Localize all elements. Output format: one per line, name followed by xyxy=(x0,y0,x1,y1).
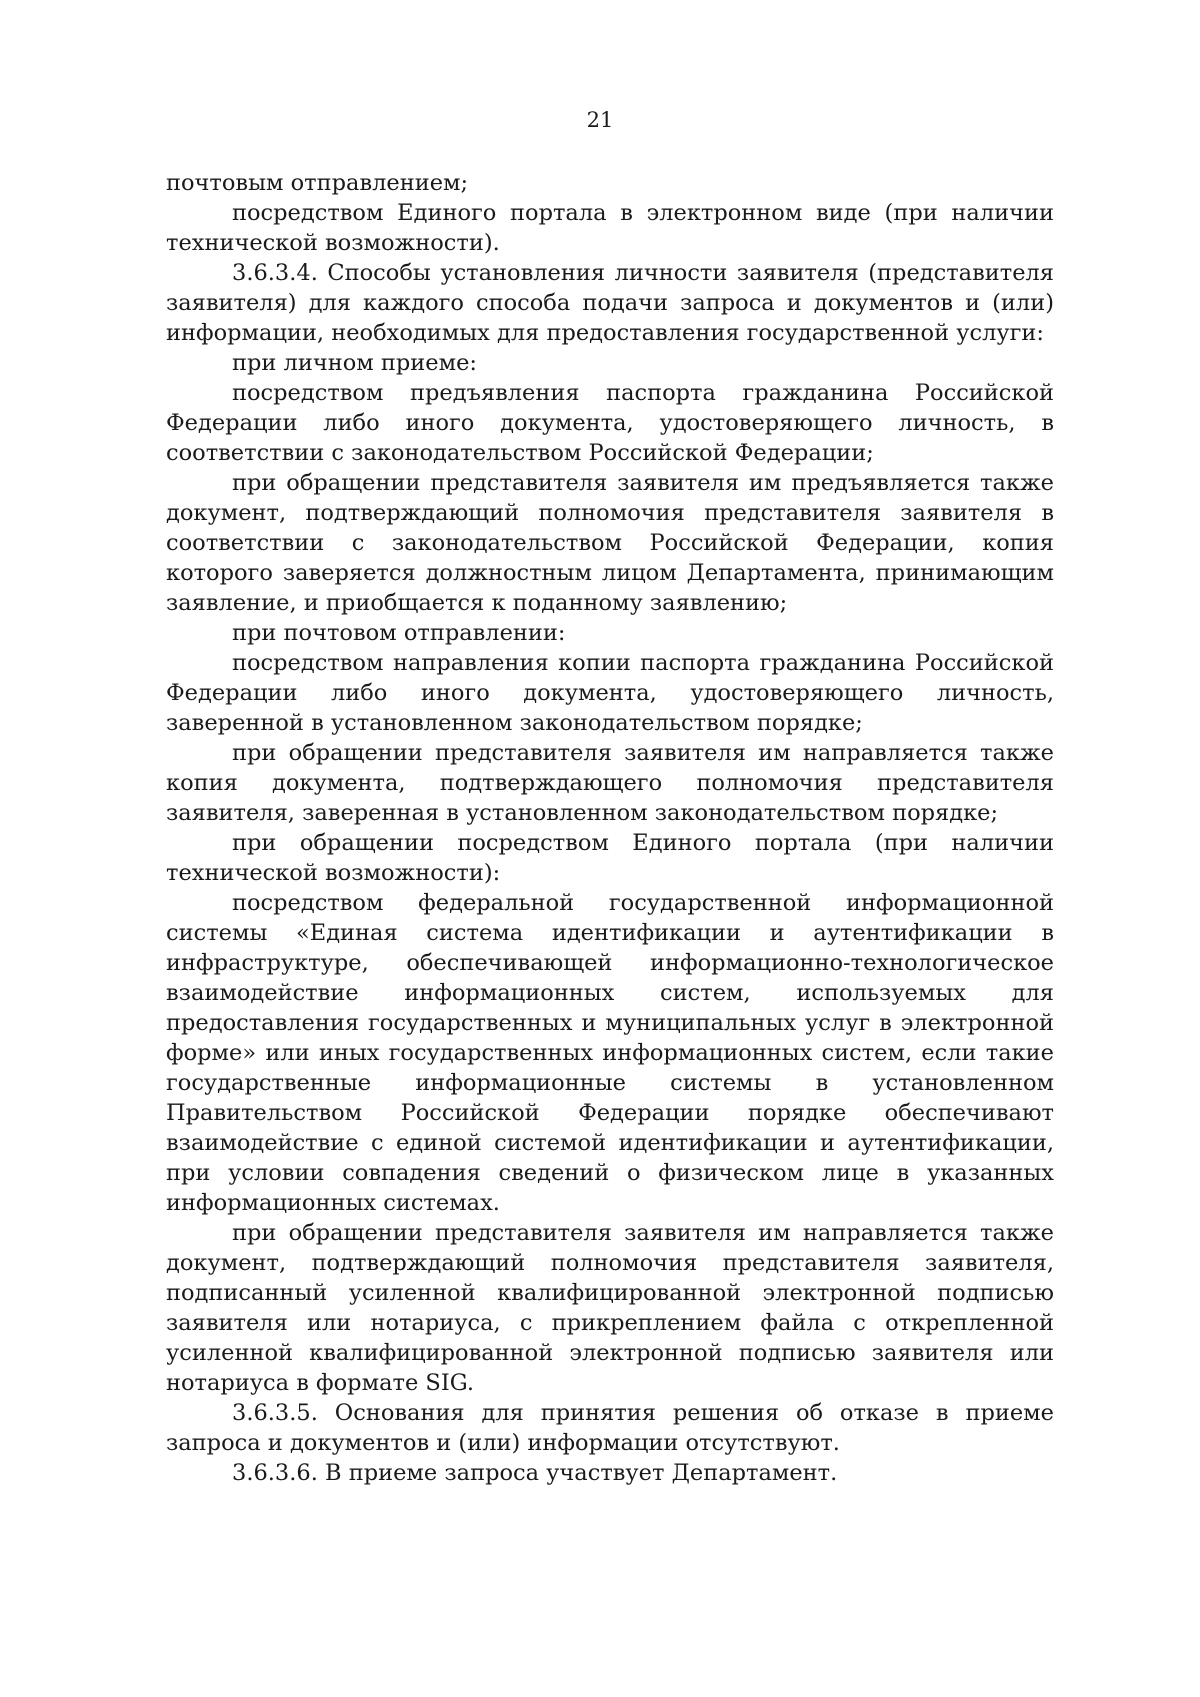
paragraph: 3.6.3.4. Способы установления личности заявителя (представителя заявителя) для каждого способа подачи запроса и документов и (или) информации, необходимых для предоставления государственной услуги: xyxy=(166,260,1054,346)
paragraph: при обращении посредством Единого портала (при наличии технической возможности): xyxy=(166,830,1054,886)
paragraph: при обращении представителя заявителя им направляется также документ, подтверждающий полномочия представителя заявителя, подписанный усиленной квалифицированной электронной подписью заявителя или нотариуса, с прикреплением файла с открепленной усиленной квалифицированной электронной подписью заявителя или нотариуса в формате SIG. xyxy=(166,1220,1054,1396)
paragraph: посредством федеральной государственной информационной системы «Единая система идентификации и аутентификации в инфраструктуре, обеспечивающей информационно-технологическое взаимодействие информационных систем, используемых для предоставления государственных и муниципальных услуг в электронной форме» или иных государственных информационных систем, если такие государственные информационные системы в установленном Правительством Российской Федерации порядке обеспечивают взаимодействие с единой системой идентификации и аутентификации, при условии совпадения сведений о физическом лице в указанных информационных системах. xyxy=(166,890,1054,1216)
paragraph: посредством Единого портала в электронном виде (при наличии технической возможности). xyxy=(166,200,1054,256)
document-body xyxy=(166,168,1054,1488)
page-number: 21 xyxy=(586,108,614,132)
paragraph: при личном приеме: xyxy=(232,350,478,376)
paragraph: почтовым отправлением; xyxy=(166,170,469,196)
paragraph: при почтовом отправлении: xyxy=(232,620,566,646)
paragraph: 3.6.3.5. Основания для принятия решения об отказе в приеме запроса и документов и (или) информации отсутствуют. xyxy=(166,1400,1054,1456)
paragraph: посредством предъявления паспорта гражданина Российской Федерации либо иного документа, удостоверяющего личность, в соответствии с законодательством Российской Федерации; xyxy=(166,380,1054,466)
paragraph: при обращении представителя заявителя им направляется также копия документа, подтверждающего полномочия представителя заявителя, заверенная в установленном законодательством порядке; xyxy=(166,740,1054,826)
paragraph: при обращении представителя заявителя им предъявляется также документ, подтверждающий полномочия представителя заявителя в соответствии с законодательством Российской Федерации, копия которого заверяется должностным лицом Департамента, принимающим заявление, и приобщается к поданному заявлению; xyxy=(166,470,1054,616)
paragraph: посредством направления копии паспорта гражданина Российской Федерации либо иного документа, удостоверяющего личность, заверенной в установленном законодательством порядке; xyxy=(166,650,1054,736)
paragraph: 3.6.3.6. В приеме запроса участвует Департамент. xyxy=(232,1460,838,1486)
